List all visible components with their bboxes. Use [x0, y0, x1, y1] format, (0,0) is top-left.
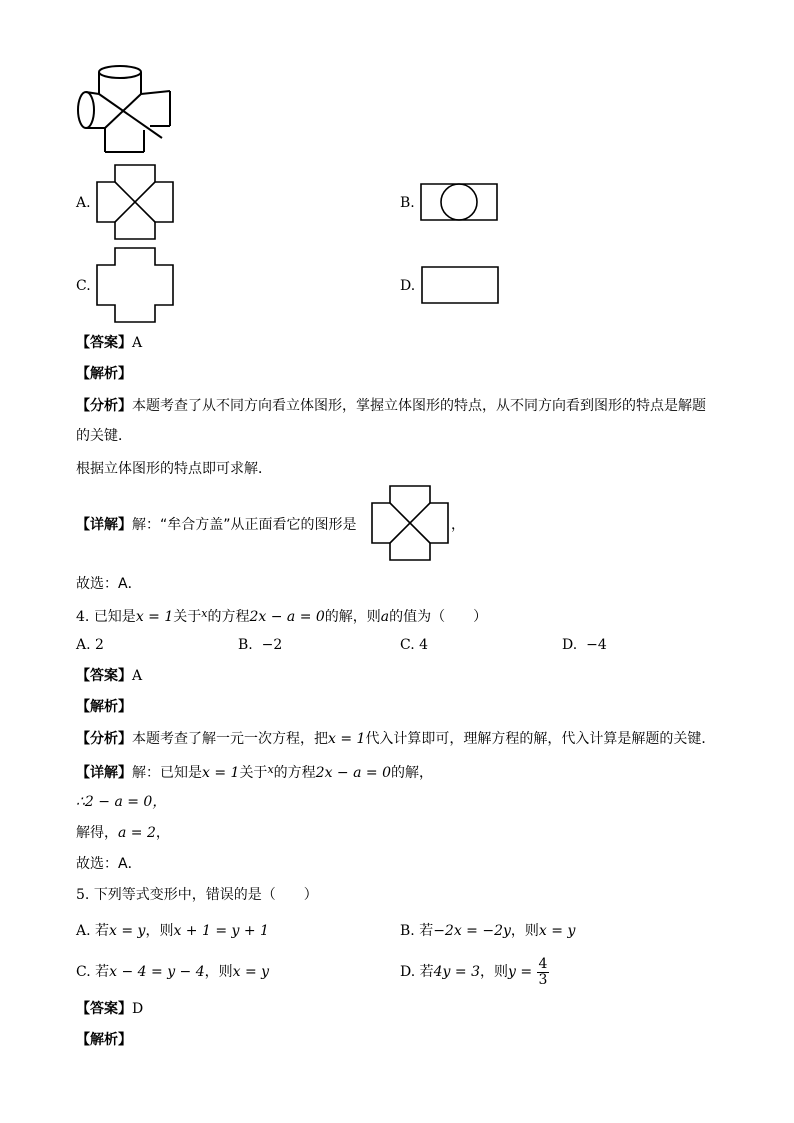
answer-value: A — [132, 335, 143, 351]
detail-text: 解：已知是 — [132, 765, 202, 781]
q5-stem-text: 下列等式变形中，错误的是（ ） — [93, 887, 318, 903]
detail-text: 关于 — [239, 765, 268, 781]
option-b-figure — [420, 183, 498, 221]
detail-text: 解：“牟合方盖”从正面看它的图形是 — [132, 517, 357, 533]
q3-fenxi-line1 — [76, 397, 706, 415]
q4-option-label: D. — [562, 637, 578, 653]
q3-method: 根据立体图形的特点即可求解． — [76, 461, 272, 477]
q5-option-c — [76, 963, 269, 981]
fraction-numerator: 4 — [538, 955, 548, 972]
option-b-label: B. — [400, 195, 415, 211]
answer-tag: 【答案】 — [76, 335, 132, 351]
detail-equation: 2x − a = 0 — [315, 765, 391, 781]
option-label: D. — [400, 964, 416, 980]
q4-step1: ∴2 − a = 0， — [76, 794, 167, 810]
option-eq: x = y — [538, 923, 576, 939]
answer-value: D — [132, 1001, 144, 1017]
fenxi-tag: 【分析】 — [76, 398, 132, 414]
option-text: ，则 — [510, 923, 539, 939]
q5-option-b — [400, 922, 575, 940]
q4-var-x: x — [201, 607, 208, 620]
q3-conclusion: 故选：A． — [76, 576, 142, 592]
option-d-label: D. — [400, 278, 416, 294]
q4-stem-part: 关于 — [173, 609, 202, 625]
answer-tag: 【答案】 — [76, 668, 132, 684]
q4-option-value: 2 — [95, 637, 104, 653]
fenxi-tag: 【分析】 — [76, 731, 132, 747]
q4-stem-part: 的解，则 — [324, 609, 381, 625]
q5-analysis-heading — [76, 1031, 132, 1049]
q4-conclusion: 故选：A． — [76, 856, 142, 872]
detail-text: 的解， — [390, 765, 433, 781]
q4-option-b — [238, 636, 282, 654]
option-label: B. — [400, 923, 415, 939]
q4-option-a — [76, 636, 104, 654]
answer-tag: 【答案】 — [76, 1001, 132, 1017]
solid-figure — [74, 60, 174, 158]
q4-equation: 2x − a = 0 — [249, 609, 325, 625]
option-eq: −2x = −2y — [433, 923, 511, 939]
option-text: 若 — [95, 923, 110, 939]
option-eq: x + 1 = y + 1 — [173, 923, 269, 939]
option-d-figure — [421, 266, 499, 304]
option-text: ，则 — [480, 964, 508, 980]
step-end: ， — [155, 825, 170, 841]
option-label: A. — [76, 923, 91, 939]
option-eq: 4y = 3 — [433, 964, 480, 980]
q3-analysis-heading — [76, 365, 132, 383]
q5-option-d — [400, 954, 549, 990]
q4-stem — [76, 605, 487, 626]
option-text: ，则 — [145, 923, 174, 939]
option-text: 若 — [95, 964, 110, 980]
step-eq: a = 2 — [118, 825, 156, 841]
detail-tag: 【详解】 — [76, 765, 132, 781]
analysis-tag: 【解析】 — [76, 1032, 132, 1048]
answer-value: A — [132, 668, 143, 684]
q4-stem-part: 的方程 — [207, 609, 250, 625]
fenxi-text: 代入计算即可，理解方程的解，代入计算是解题的关键． — [365, 731, 716, 747]
option-a-figure — [95, 164, 175, 240]
detail-comma: ， — [451, 517, 465, 533]
option-label: C. — [76, 964, 91, 980]
q4-analysis-heading — [76, 698, 132, 716]
q3-detail — [76, 516, 357, 534]
fraction-denominator: 3 — [538, 971, 548, 988]
detail-tag: 【详解】 — [76, 517, 132, 533]
q5-option-a — [76, 922, 269, 940]
option-a-label: A. — [76, 195, 91, 211]
q5-number: 5. — [76, 887, 90, 903]
fenxi-eq: x = 1 — [328, 731, 366, 747]
q5-stem — [76, 886, 318, 904]
q4-option-label: A. — [76, 637, 91, 653]
option-c-figure — [95, 247, 175, 323]
q4-step2 — [76, 824, 170, 842]
detail-text: 的方程 — [273, 765, 316, 781]
q4-stem-part: 已知是 — [93, 609, 136, 625]
fenxi-text: 本题考查了从不同方向看立体图形，掌握立体图形的特点，从不同方向看到图形的特点是解题 — [132, 398, 706, 414]
detail-var-x: x — [267, 763, 274, 776]
detail-inline-figure — [370, 485, 450, 561]
q4-stem-part: 的值为（ ） — [389, 609, 488, 625]
analysis-tag: 【解析】 — [76, 699, 132, 715]
q4-option-label: C. — [400, 637, 415, 653]
option-text: ，则 — [204, 964, 233, 980]
q4-option-value: −4 — [586, 637, 607, 653]
q4-option-value: −2 — [261, 637, 283, 653]
q4-option-c — [400, 636, 428, 654]
q4-number: 4. — [76, 609, 90, 625]
option-text: 若 — [419, 964, 434, 980]
q3-answer — [76, 334, 142, 352]
q4-eq-x1: x = 1 — [135, 609, 174, 625]
fenxi-text: 本题考查了解一元一次方程，把 — [132, 731, 328, 747]
analysis-tag: 【解析】 — [76, 366, 132, 382]
option-eq: x − 4 = y − 4 — [109, 964, 205, 980]
option-eq: x = y — [109, 923, 146, 939]
option-c-label: C. — [76, 278, 91, 294]
q4-answer — [76, 667, 142, 685]
option-eq: x = y — [232, 964, 270, 980]
q3-fenxi-line2: 的关键． — [76, 428, 132, 444]
fraction — [537, 957, 550, 988]
q4-option-d — [562, 636, 607, 654]
option-eq: y = — [508, 964, 533, 980]
option-text: 若 — [419, 923, 434, 939]
q4-fenxi — [76, 730, 715, 748]
q4-var-a: a — [380, 609, 390, 625]
q4-option-label: B. — [238, 637, 253, 653]
step-label: 解得， — [76, 825, 118, 841]
q4-option-value: 4 — [419, 637, 429, 653]
detail-eq: x = 1 — [202, 765, 240, 781]
q4-detail — [76, 761, 433, 782]
q5-answer — [76, 1000, 143, 1018]
